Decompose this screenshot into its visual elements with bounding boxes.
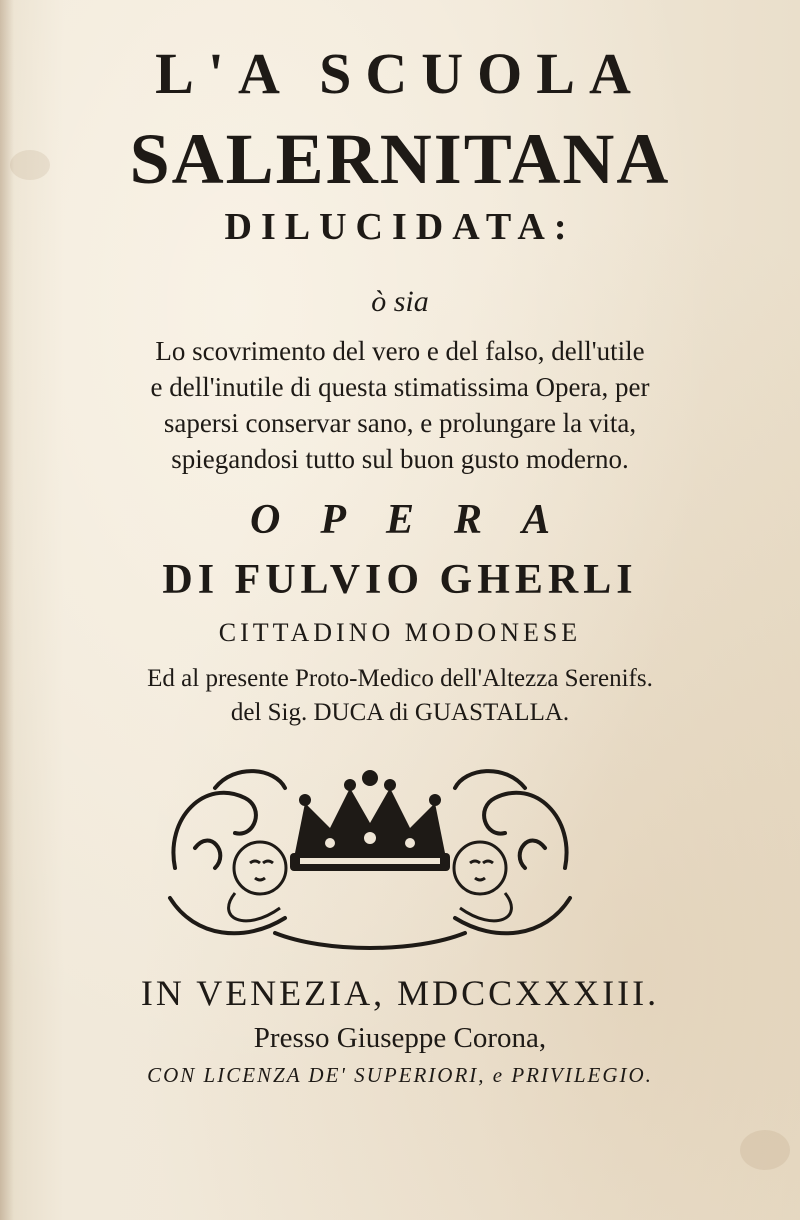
description-line: e dell'inutile di questa stimatissima Opera, per <box>150 372 650 402</box>
author-position-line: Ed al presente Proto-Medico dell'Altezza Serenifs. <box>147 665 653 692</box>
author-position-line: del Sig. DUCA di GUASTALLA. <box>230 699 570 726</box>
subtitle-connector: ò sia <box>371 285 429 318</box>
title-line-1: L'A SCUOLA <box>155 41 645 106</box>
woodcut-crown-cherubs-ornament <box>155 758 585 953</box>
imprint-place-date: IN VENEZIA, MDCCXXXIII. <box>140 973 660 1013</box>
description-line: sapersi conservar sano, e prolungare la vita, <box>163 408 637 438</box>
author-origin: CITTADINO MODONESE <box>218 618 582 647</box>
foxing-spot <box>740 1130 790 1170</box>
imprint-printer: Presso Giuseppe Corona, <box>253 1022 547 1054</box>
author-position <box>0 662 800 730</box>
title-line-2: SALERNITANA <box>129 119 671 199</box>
description-line: Lo scovrimento del vero e del falso, dell'utile <box>155 336 645 366</box>
imprint-license: CON LICENZA DE' SUPERIORI, e PRIVILEGIO. <box>147 1063 653 1087</box>
title-line-3: DILUCIDATA: <box>224 206 576 248</box>
author-name: DI FULVIO GHERLI <box>162 557 638 603</box>
description-line: spiegandosi tutto sul buon gusto moderno. <box>171 444 629 474</box>
opera-label: OPERA <box>249 497 591 543</box>
description <box>0 333 800 477</box>
